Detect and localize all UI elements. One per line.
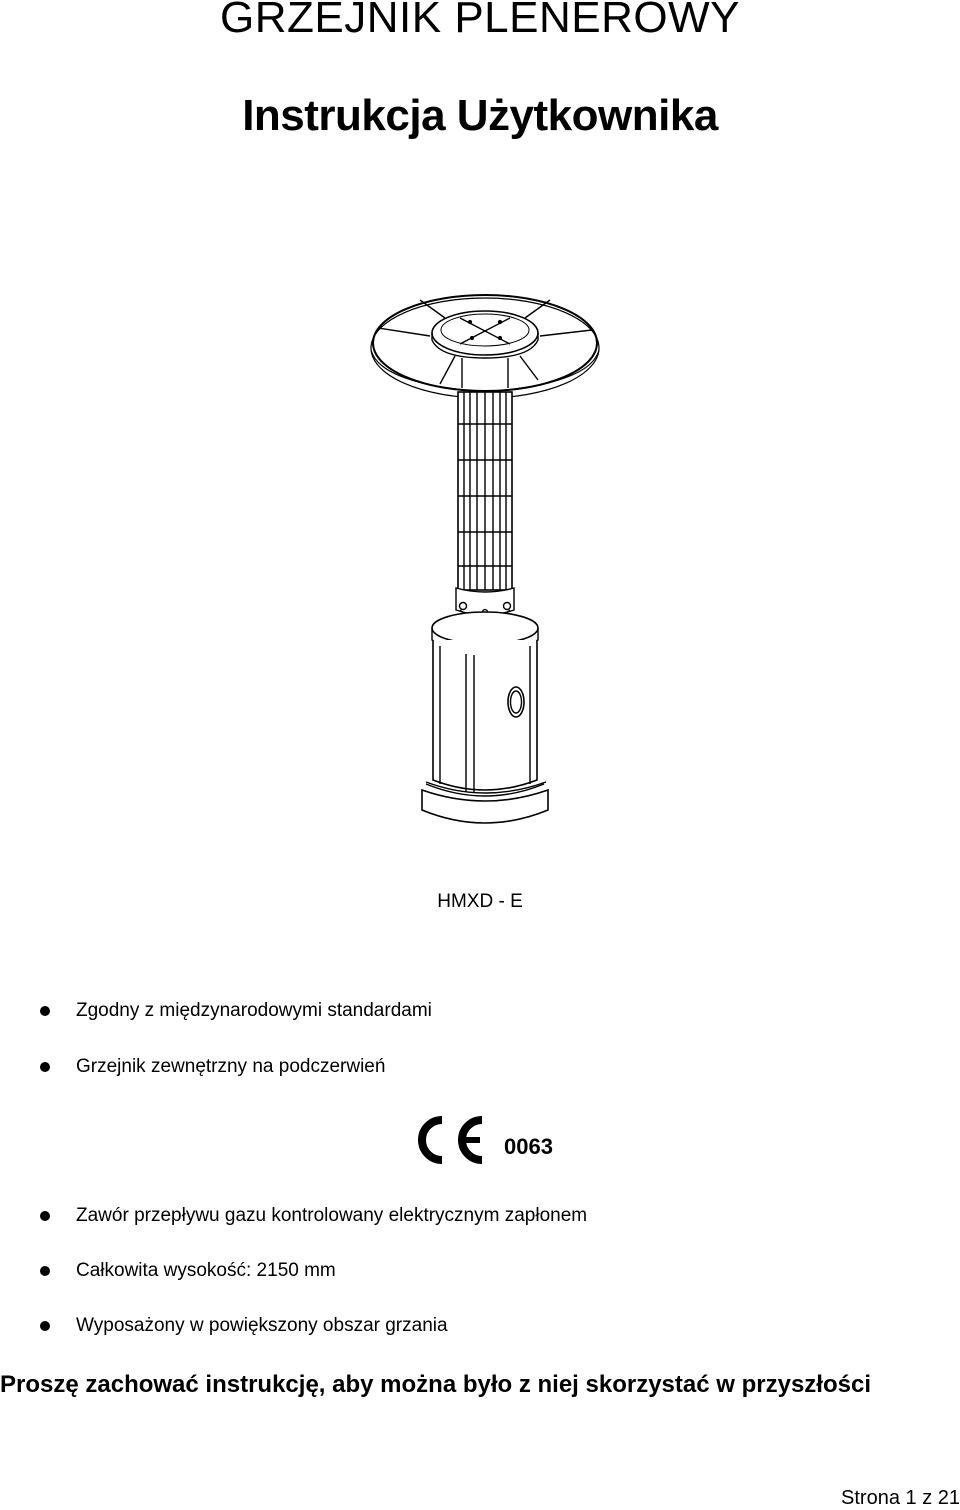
ce-mark-logo xyxy=(410,1112,560,1168)
patio-heater-illustration xyxy=(360,288,610,836)
list-item-text: Wyposażony w powiększony obszar grzania xyxy=(76,1315,448,1336)
list-item-text: Zawór przepływu gazu kontrolowany elektrycznym zapłonem xyxy=(76,1205,588,1226)
bullet-icon xyxy=(40,1006,50,1016)
bullet-icon xyxy=(40,1211,50,1221)
bullet-icon xyxy=(40,1062,50,1072)
page-number: Strona 1 z 21 xyxy=(841,1487,960,1509)
list-item-text: Całkowita wysokość: 2150 mm xyxy=(76,1260,336,1281)
bullet-icon xyxy=(40,1266,50,1276)
keep-instructions-notice: Proszę zachować instrukcję, aby można było z niej skorzystać w przyszłości xyxy=(0,1371,871,1398)
list-item-text: Zgodny z międzynarodowymi standardami xyxy=(76,1000,432,1021)
document-subtitle: Instrukcja Użytkownika xyxy=(242,91,718,140)
bullet-icon xyxy=(40,1321,50,1331)
list-item-text: Grzejnik zewnętrzny na podczerwień xyxy=(76,1056,386,1077)
ce-number: 0063 xyxy=(504,1134,553,1159)
model-number: HMXD - E xyxy=(437,891,523,912)
document-title: GRZEJNIK PLENEROWY xyxy=(220,0,740,42)
